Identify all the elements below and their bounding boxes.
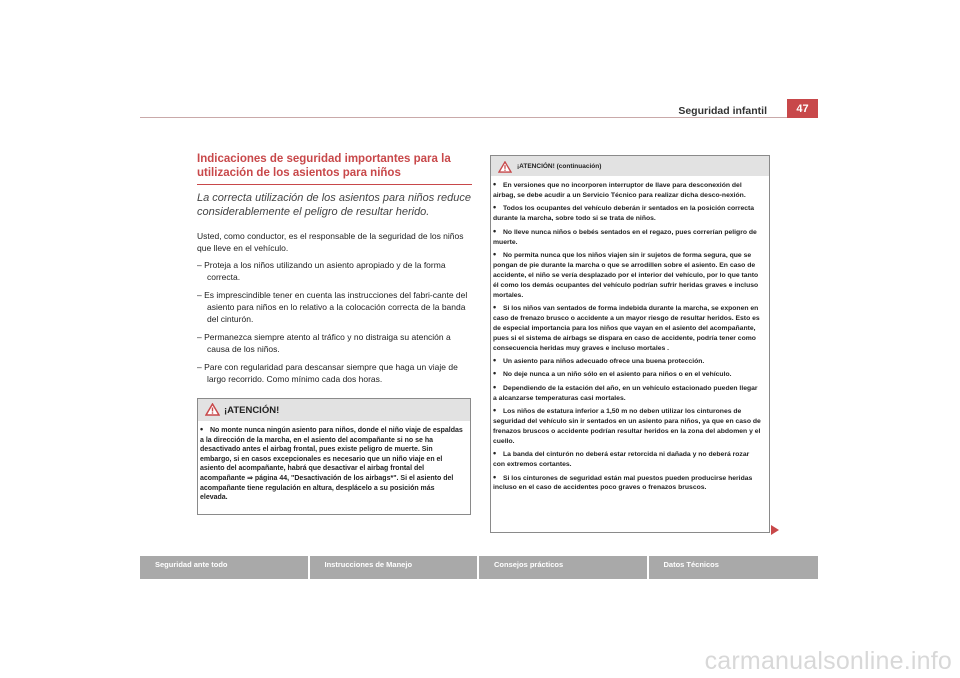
- warning-triangle-icon: [205, 403, 220, 421]
- page-number: 47: [787, 99, 818, 118]
- bullet-icon: •: [493, 471, 497, 482]
- warning-item: • La banda del cinturón no deberá estar retorcida ni dañada y no deberá rozar con extremos cortantes.: [493, 448, 750, 469]
- bullet-icon: •: [493, 202, 497, 213]
- list-item: – Pare con regularidad para descansar siempre que haga un viaje de largo recorrido. Como mínimo cada dos horas.: [197, 362, 458, 384]
- bullet-icon: •: [493, 179, 497, 189]
- bullet-icon: •: [493, 368, 497, 379]
- warning-item: • No monte nunca ningún asiento para niños, donde el niño viaje de espaldas a la dirección de la marcha, en el asiento del acompañante si no se ha desactivado antes el airbag frontal, pues existe peligro de muerte. Sin embargo, si en casos excepcionales es necesario que un niño viaje en el asiento del acompañante, habrá que desactivar el airbag frontal del acompañante ⇒ página 44, "Desactivación de los airbags*". Si el asiento del acompañante tiene regulación en altura, desplácelo a su posición más elevada.: [200, 424, 463, 502]
- section-title: Indicaciones de seguridad importantes para la utilización de los asientos para niños: [197, 153, 451, 179]
- list-item: – Es imprescindible tener en cuenta las instrucciones del fabri-cante del asiento para niños en lo relativo a la colocación correcta de la banda del cinturón.: [197, 290, 468, 324]
- footer-tab-seguridad[interactable]: Seguridad ante todo: [140, 556, 308, 579]
- warning-item: • Los niños de estatura inferior a 1,50 m no deben utilizar los cinturones de seguridad del vehículo sin ir sentados en un asiento para niños, ya que en caso de frenazos bruscos o accidente podrían resultar heridos en la zona del abdomen y el cuello.: [493, 405, 761, 445]
- warning-box-continued: [490, 155, 770, 533]
- bullet-icon: •: [493, 405, 497, 416]
- continue-arrow-icon: [771, 525, 779, 535]
- warning-header: [491, 156, 769, 176]
- warning-title: ¡ATENCIÓN! (continuación): [517, 163, 602, 170]
- warning-box: [197, 398, 471, 515]
- left-column: [197, 152, 472, 391]
- warning-triangle-icon: [498, 160, 512, 178]
- warning-item: • Un asiento para niños adecuado ofrece una buena protección.: [493, 355, 705, 365]
- footer-tab-consejos[interactable]: Consejos prácticos: [479, 556, 647, 579]
- watermark: carmanualsonline.info: [704, 647, 952, 675]
- bullet-icon: •: [493, 301, 497, 312]
- bullet-icon: •: [493, 381, 497, 392]
- warning-body: [198, 421, 470, 503]
- warning-header: [198, 399, 470, 421]
- footer-nav: [140, 556, 818, 579]
- warning-item: • No permita nunca que los niños viajen sin ir sujetos de forma segura, que se pongan de pie durante la marcha o que se arrodillen sobre el asiento. En caso de accidente, el niño se vería desplazado por el interior del vehículo, por lo que tanto él como los demás ocupantes del vehículo podrían sufrir heridas graves e incluso mortales.: [493, 248, 759, 299]
- list-item: – Permanezca siempre atento al tráfico y no distraiga su atención a causa de los niños.: [197, 332, 451, 354]
- bullet-icon: •: [493, 448, 497, 459]
- warning-item: • Si los cinturones de seguridad están mal puestos pueden producirse heridas incluso en el caso de accidentes poco graves o frenazos bruscos.: [493, 471, 753, 492]
- chapter-title: Seguridad infantil: [678, 105, 767, 117]
- warning-item: • No lleve nunca niños o bebés sentados en el regazo, pues correrían peligro de muerte.: [493, 225, 757, 246]
- bullet-icon: •: [200, 424, 204, 434]
- warning-item: • En versiones que no incorporen interruptor de llave para desconexión del airbag, se debe acudir a un Servicio Técnico para realizar dicha desco-nexión.: [493, 179, 746, 199]
- bullet-icon: •: [493, 248, 497, 259]
- warning-item: • Todos los ocupantes del vehículo deberán ir sentados en la posición correcta durante la marcha, sobre todo si se trata de niños.: [493, 202, 755, 223]
- warning-body: [491, 176, 769, 493]
- header-rule: [140, 117, 818, 118]
- footer-tab-instrucciones[interactable]: Instrucciones de Manejo: [310, 556, 478, 579]
- list-item: – Proteja a los niños utilizando un asiento apropiado y de la forma correcta.: [197, 260, 446, 282]
- warning-item: • Dependiendo de la estación del año, en un vehículo estacionado pueden llegar a alcanzarse temperaturas casi mortales.: [493, 381, 758, 402]
- warning-item: • Si los niños van sentados de forma indebida durante la marcha, se exponen en caso de frenazo brusco o accidente a un mayor riesgo de resultar heridos. Esto es de especial importancia para los niños que vayan en el asiento del acompañante, pues si el sistema de airbags se dispara en caso de accidente, podría tener como consecuencia heridas muy graves e incluso mortales .: [493, 301, 760, 352]
- footer-tab-datos[interactable]: Datos Técnicos: [649, 556, 819, 579]
- bullet-icon: •: [493, 355, 497, 365]
- warning-item: • No deje nunca a un niño sólo en el asiento para niños o en el vehículo.: [493, 368, 732, 379]
- section-title-rule: [197, 184, 472, 185]
- bullet-icon: •: [493, 225, 497, 236]
- lead-paragraph: La correcta utilización de los asientos para niños reduce considerablemente el peligro de resultar herido.: [197, 192, 471, 218]
- warning-title: ¡ATENCIÓN!: [224, 405, 280, 416]
- intro-paragraph: Usted, como conductor, es el responsable de la seguridad de los niños que lleve en el vehículo.: [197, 231, 464, 253]
